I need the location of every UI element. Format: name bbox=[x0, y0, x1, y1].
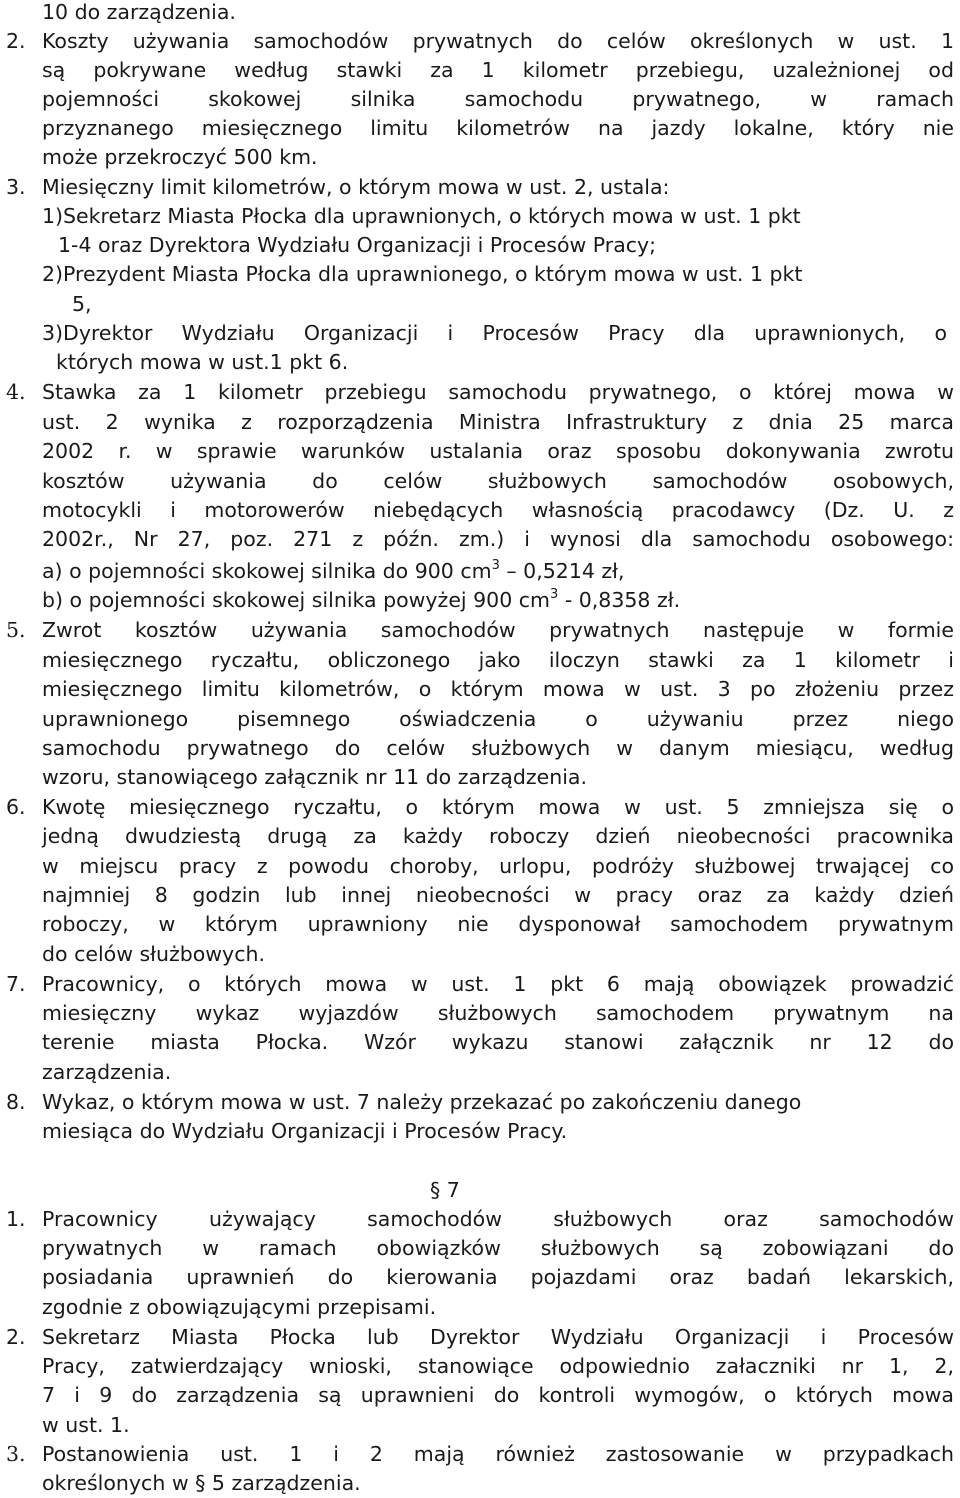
text-line bbox=[42, 1469, 361, 1498]
text-line: Koszty używania samochodów prywatnych do celów określonych w ust. 1 bbox=[42, 29, 954, 53]
text-line: miesięczny wykaz wyjazdów służbowych samochodem prywatnym na bbox=[42, 1001, 954, 1025]
text-line: 7 i 9 do zarządzenia są uprawnieni do kontroli wymogów, o których mowa bbox=[42, 1383, 954, 1407]
text-line: motocykli i motorowerów niebędących własnością pracodawcy (Dz. U. z bbox=[42, 498, 954, 522]
text-line: do celów służbowych. bbox=[42, 942, 265, 966]
text-line: miesięcznego ryczałtu, obliczonego jako iloczyn stawki za 1 kilometr i bbox=[42, 648, 954, 672]
text-line: Postanowienia ust. 1 i 2 mają również zastosowanie w przypadkach bbox=[42, 1442, 954, 1466]
paragraph-number: 2. bbox=[6, 1325, 26, 1349]
text-line: 10 do zarządzenia. bbox=[42, 0, 236, 24]
text-line: terenie miasta Płocka. Wzór wykazu stanowi załącznik nr 12 do bbox=[42, 1030, 954, 1054]
text-line: Pracownicy używający samochodów służbowych oraz samochodów bbox=[42, 1207, 954, 1231]
list-item-2: 2)Prezydent Miasta Płocka dla uprawnionego, o którym mowa w ust. 1 pkt bbox=[42, 262, 803, 286]
paragraph-number: 4. bbox=[6, 380, 26, 404]
text-line: Pracy, zatwierdzający wnioski, stanowiące odpowiednio załaczniki nr 1, 2, bbox=[42, 1354, 954, 1378]
text-line: pojemności skokowej silnika samochodu prywatnego, w ramach bbox=[42, 87, 954, 111]
text-line: uprawnionego pisemnego oświadczenia o używaniu przez niego bbox=[42, 707, 954, 731]
paragraph-number: 3. bbox=[6, 1442, 26, 1466]
list-item-1: 1)Sekretarz Miasta Płocka dla uprawnionych, o których mowa w ust. 1 pkt bbox=[42, 204, 801, 228]
text-line: Miesięczny limit kilometrów, o którym mowa w ust. 2, ustala: bbox=[42, 175, 670, 199]
rate-item-a bbox=[42, 557, 625, 586]
text-line: zarządzenia. bbox=[42, 1060, 172, 1084]
rate-item-a-value: – 0,5214 zł, bbox=[499, 559, 625, 583]
superscript: 3 bbox=[491, 558, 500, 573]
list-item-3-continuation: których mowa w ust.1 pkt 6. bbox=[56, 350, 349, 374]
paragraph-number: 2. bbox=[6, 29, 26, 53]
text-line: są pokrywane według stawki za 1 kilometr przebiegu, uzależnionej od bbox=[42, 58, 954, 82]
superscript: 3 bbox=[550, 587, 559, 602]
text-line: Kwotę miesięcznego ryczałtu, o którym mowa w ust. 5 zmniejsza się o bbox=[42, 795, 954, 819]
text-line: w ust. 1. bbox=[42, 1413, 130, 1437]
text-line: posiadania uprawnień do kierowania pojazdami oraz badań lekarskich, bbox=[42, 1265, 954, 1289]
section-sign: § bbox=[195, 1471, 206, 1495]
text-line: kosztów używania do celów służbowych samochodów osobowych, bbox=[42, 469, 954, 493]
text-line: 2002r., Nr 27, poz. 271 z późn. zm.) i wynosi dla samochodu osobowego: bbox=[42, 527, 954, 551]
text-line: ust. 2 wynika z rozporządzenia Ministra Infrastruktury z dnia 25 marca bbox=[42, 410, 954, 434]
text-line: w miejscu pracy z powodu choroby, urlopu, podróży służbowej trwającej co bbox=[42, 854, 954, 878]
rate-item-b-value: - 0,8358 zł. bbox=[558, 588, 681, 612]
text-line: Wykaz, o którym mowa w ust. 7 należy przekazać po zakończeniu danego bbox=[42, 1090, 802, 1114]
text-line: 2002 r. w sprawie warunków ustalania oraz sposobu dokonywania zwrotu bbox=[42, 439, 954, 463]
text-line: wzoru, stanowiącego załącznik nr 11 do zarządzenia. bbox=[42, 765, 587, 789]
text-line: może przekroczyć 500 km. bbox=[42, 145, 318, 169]
section-sign: § bbox=[430, 1178, 441, 1202]
rate-item-b bbox=[42, 586, 680, 615]
text-line: miesiąca do Wydziału Organizacji i Procesów Pracy. bbox=[42, 1119, 568, 1143]
text-fragment: określonych w bbox=[42, 1471, 189, 1495]
text-line: Pracownicy, o których mowa w ust. 1 pkt 6 mają obowiązek prowadzić bbox=[42, 972, 954, 996]
text-line: miesięcznego limitu kilometrów, o którym mowa w ust. 3 po złożeniu przez bbox=[42, 677, 954, 701]
rate-item-b-label: b) o pojemności skokowej silnika powyżej 900 cm bbox=[42, 588, 551, 612]
text-line: prywatnych w ramach obowiązków służbowych są zobowiązani do bbox=[42, 1236, 954, 1260]
paragraph-number: 5. bbox=[6, 618, 26, 642]
list-item-2-continuation: 5, bbox=[72, 292, 92, 316]
text-line: roboczy, w którym uprawniony nie dysponował samochodem prywatnym bbox=[42, 912, 954, 936]
text-line: Zwrot kosztów używania samochodów prywatnych następuje w formie bbox=[42, 618, 954, 642]
rate-item-a-label: a) o pojemności skokowej silnika do 900 cm bbox=[42, 559, 492, 583]
text-line: zgodnie z obowiązującymi przepisami. bbox=[42, 1295, 437, 1319]
text-line: samochodu prywatnego do celów służbowych w danym miesiącu, według bbox=[42, 736, 954, 760]
list-item-3: 3)Dyrektor Wydziału Organizacji i Procesów Pracy dla uprawnionych, o bbox=[42, 321, 947, 345]
paragraph-number: 6. bbox=[6, 795, 26, 819]
paragraph-number: 1. bbox=[6, 1207, 26, 1231]
section-number: 7 bbox=[446, 1178, 460, 1202]
text-line: Stawka za 1 kilometr przebiegu samochodu prywatnego, o której mowa w bbox=[42, 380, 954, 404]
paragraph-number: 8. bbox=[6, 1090, 26, 1114]
text-line: Sekretarz Miasta Płocka lub Dyrektor Wydziału Organizacji i Procesów bbox=[42, 1325, 954, 1349]
section-heading bbox=[430, 1176, 460, 1205]
paragraph-number: 3. bbox=[6, 175, 26, 199]
text-line: przyznanego miesięcznego limitu kilometrów na jazdy lokalne, który nie bbox=[42, 116, 954, 140]
paragraph-number: 7. bbox=[6, 972, 26, 996]
text-fragment: 5 zarządzenia. bbox=[211, 1471, 361, 1495]
text-line: jedną dwudziestą drugą za każdy roboczy dzień nieobecności pracownika bbox=[42, 824, 954, 848]
list-item-1-continuation: 1-4 oraz Dyrektora Wydziału Organizacji i Procesów Pracy; bbox=[58, 233, 657, 257]
text-line: najmniej 8 godzin lub innej nieobecności w pracy oraz za każdy dzień bbox=[42, 883, 954, 907]
